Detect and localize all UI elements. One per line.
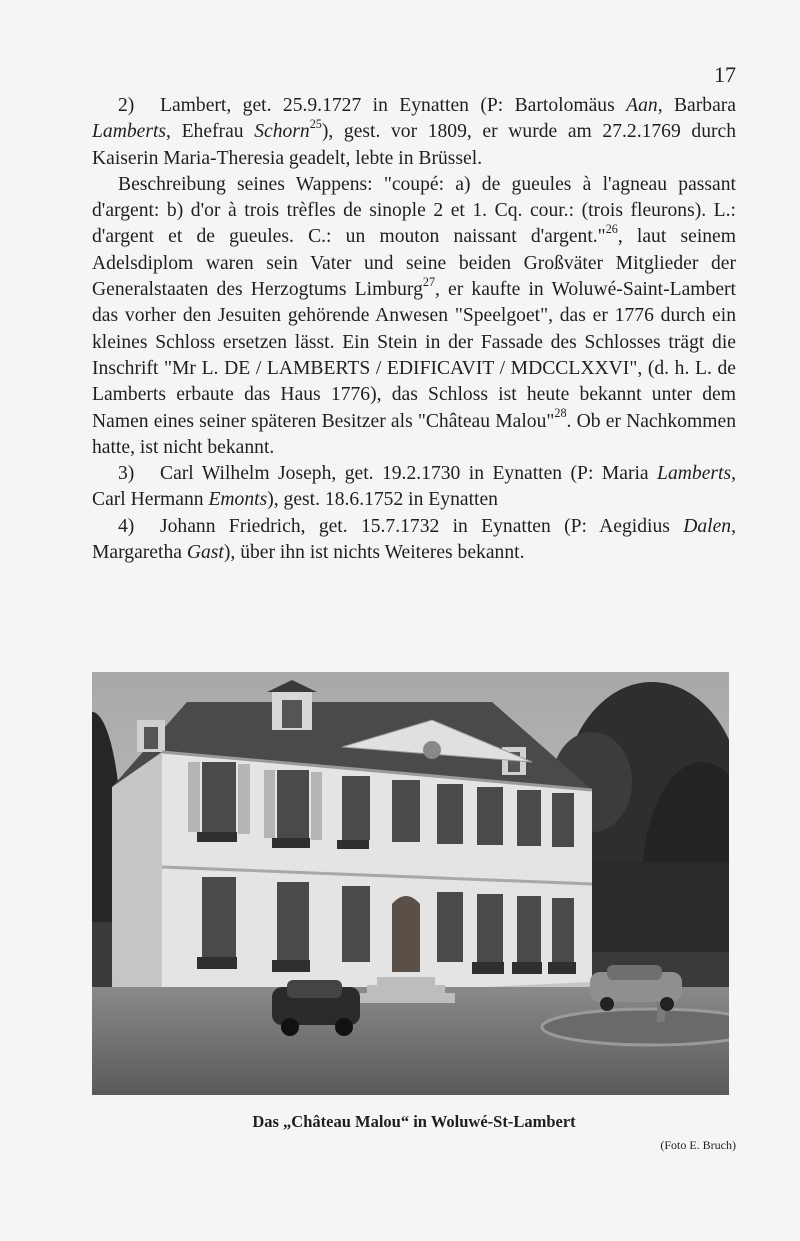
chateau-photo (92, 672, 729, 1095)
footnote-ref: 27 (422, 274, 436, 289)
name-italic: Dalen (683, 515, 732, 537)
item-number: 3) (118, 463, 135, 485)
footnote-ref: 25 (309, 116, 322, 131)
name-italic: Schorn (254, 121, 310, 143)
name-italic: Lamberts (92, 121, 167, 143)
text-run: ), gest. 18.6.1752 in Eynatten (267, 489, 498, 511)
name-italic: Gast (186, 542, 224, 564)
photo-credit: (Foto E. Bruch) (660, 1138, 736, 1152)
text-run: Carl Wilhelm Joseph, get. 19.2.1730 in Eynatten (P: Maria (160, 463, 658, 485)
footnote-ref: 26 (605, 222, 618, 237)
text-run: , Margaretha (92, 515, 736, 564)
footnote-ref: 28 (554, 406, 567, 421)
text-run: , er kaufte in Woluwé-Saint-Lambert das vorher den Jesuiten gehörende Anwesen "Speelgoet", das er 1776 durch ein kleines Schloss ersetzen lässt. Ein Stein in der Fassade des Schlosses trägt die Inschrift "Mr L. DE / LAMBERTS / EDIFICAVIT / MDCCLXXVI", (d. h. L. de Lamberts erbaute das Haus 1776), das Schloss ist heute bekannt unter dem Namen eines seiner späteren Besitzer als "Château Malou" (92, 279, 737, 432)
paragraph-item-2 (92, 93, 736, 172)
page-number: 17 (714, 62, 736, 87)
paragraph-coat-of-arms (92, 172, 736, 461)
oculus-window (423, 741, 441, 759)
text-run: ), über ihn ist nichts Weiteres bekannt. (223, 542, 525, 564)
paragraph-item-4 (92, 514, 736, 567)
text-run: . Ob er Nachkommen hatte, ist nicht bekannt. (92, 410, 736, 458)
text-run: Johann Friedrich, get. 15.7.1732 in Eynatten (P: Aegidius (160, 515, 684, 537)
text-run: , Barbara (657, 95, 736, 116)
entrance-door (392, 896, 420, 972)
figure-caption: Das „Château Malou“ in Woluwé-St-Lambert (252, 1112, 576, 1131)
chateau-illustration (92, 672, 729, 1095)
text-run: Beschreibung seines Wappens: "coupé: a) de gueules à l'agneau passant d'argent: b) d'or à trois trèfles de sinople 2 et 1. Cq. cour.: (trois fleurons). L.: d'argent et de gueules. C.: un mouton naissant d'argent." (92, 173, 736, 248)
text-run: , laut seinem Adelsdiplom waren sein Vater und seine beiden Großväter Mitglieder der Generalstaaten des Herzogtums Limburg (92, 226, 736, 301)
text-run: , Ehefrau (166, 121, 255, 143)
item-number: 2) (118, 95, 135, 116)
body-text (92, 93, 736, 566)
text-run: , Carl Hermann (92, 463, 736, 511)
fountain-basin (542, 1009, 729, 1045)
name-italic: Emonts (208, 489, 268, 511)
name-italic: Lamberts (657, 463, 732, 485)
text-run: ), gest. vor 1809, er wurde am 27.2.1769 durch Kaiserin Maria-Theresia geadelt, lebte in Brüssel. (92, 121, 737, 169)
item-number: 4) (118, 515, 135, 537)
text-run: Lambert, get. 25.9.1727 in Eynatten (P: Bartolomäus (160, 95, 627, 116)
side-facade (112, 752, 162, 1002)
paragraph-item-3 (92, 461, 736, 514)
name-italic: Aan (626, 95, 658, 116)
